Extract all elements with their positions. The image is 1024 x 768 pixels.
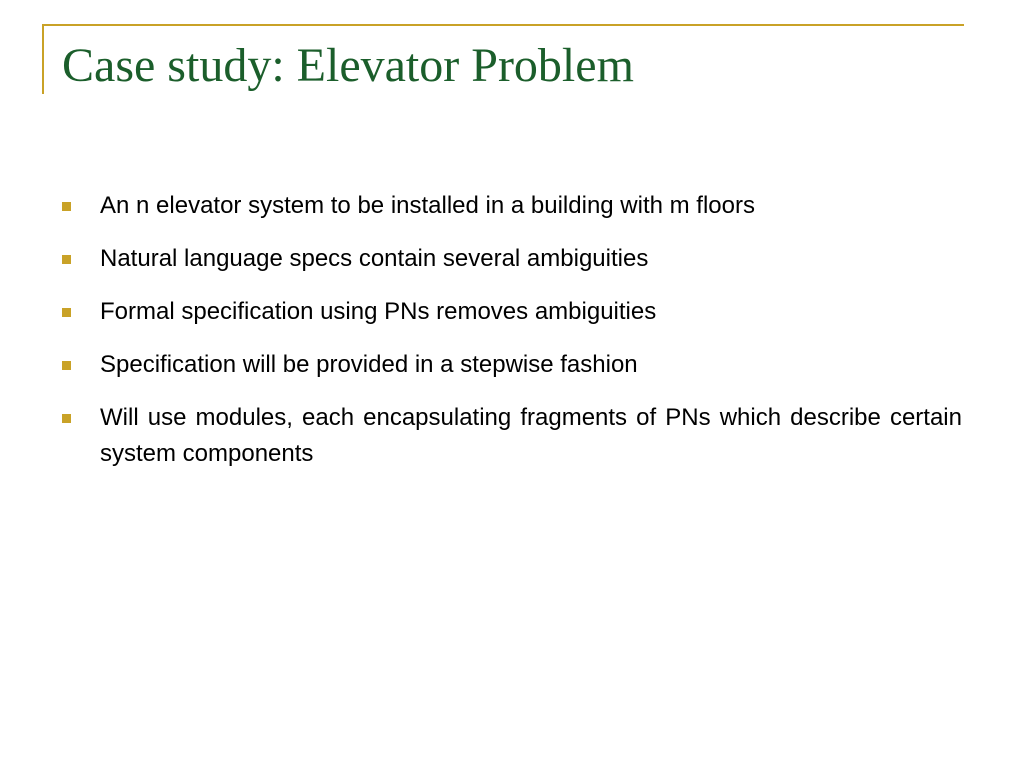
title-frame-left-rule [42, 24, 44, 94]
bullet-text: Natural language specs contain several ambiguities [100, 245, 649, 272]
bullet-item [62, 294, 962, 330]
bullet-item [62, 188, 962, 224]
square-bullet-icon [62, 361, 71, 370]
bullet-text: An n elevator system to be installed in a building with m floors [100, 192, 755, 219]
square-bullet-icon [62, 414, 71, 423]
bullet-list [62, 188, 962, 489]
square-bullet-icon [62, 255, 71, 264]
title-frame-top-rule [42, 24, 964, 26]
bullet-text: Formal specification using PNs removes ambiguities [100, 298, 657, 325]
square-bullet-icon [62, 202, 71, 211]
square-bullet-icon [62, 308, 71, 317]
bullet-text: Specification will be provided in a stepwise fashion [100, 351, 638, 378]
bullet-item [62, 347, 962, 383]
slide-title: Case study: Elevator Problem [62, 39, 634, 92]
bullet-text: Will use modules, each encapsulating fragments of PNs which describe certain system components [100, 404, 962, 467]
bullet-item [62, 400, 962, 472]
bullet-item [62, 241, 962, 277]
